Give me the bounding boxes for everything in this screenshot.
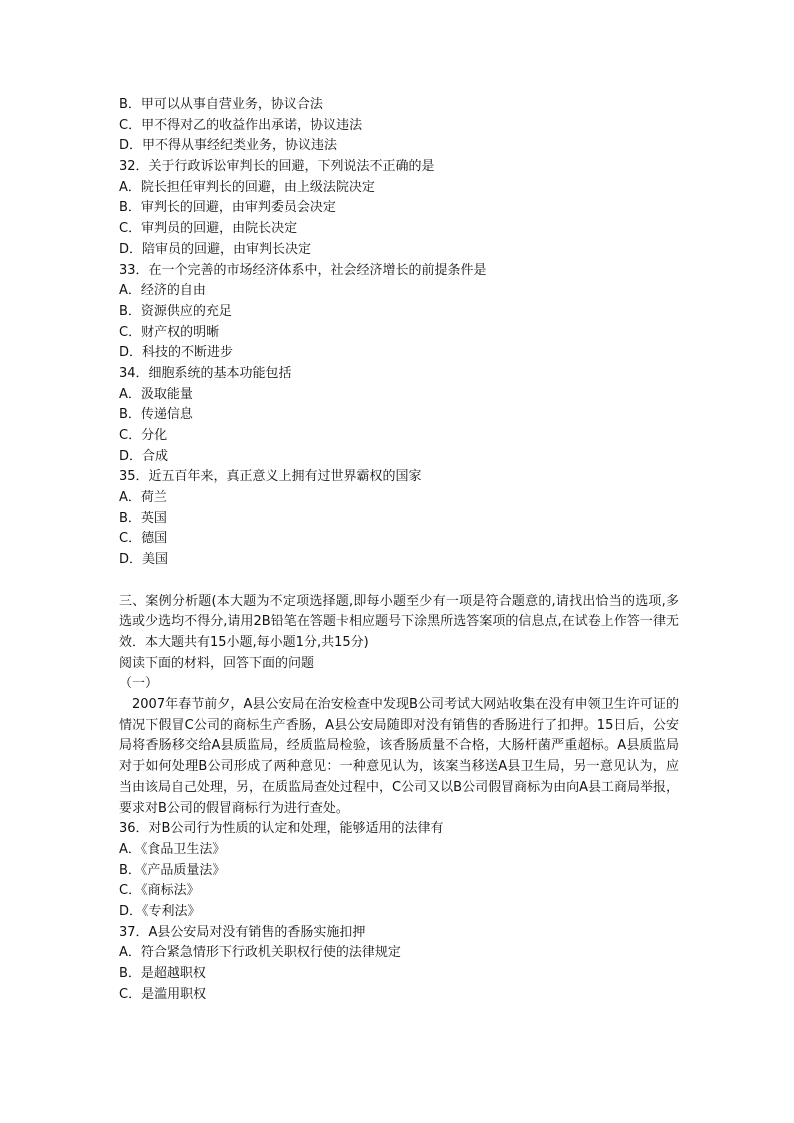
case-passage: 2007年春节前夕，A县公安局在治安检查中发现B公司考试大网站收集在没有申领卫生许可证的情况下假冒C公司的商标生产香肠，A县公安局随即对没有销售的香肠进行了扣押。15日后，公安局将香肠移交给A县质监局，经质监局检验，该香肠质量不合格，大肠杆菌严重超标。A县质监局对于如何处理B公司形成了两种意见：一种意见认为，该案当移送A县卫生局，另一意见认为，应当由该局自己处理，另，在质监局查处过程中，C公司又以B公司假冒商标为由向A县工商局举报，要求对B公司的假冒商标行为进行查处。 — [119, 696, 679, 816]
q34-stem: 34．细胞系统的基本功能包括 — [119, 365, 292, 381]
q37-stem: 37．A县公安局对没有销售的香肠实施扣押 — [119, 924, 366, 940]
q34-option-a: A．汲取能量 — [119, 386, 193, 402]
case-part-label: （一） — [119, 676, 159, 692]
q36-stem: 36．对B公司行为性质的认定和处理，能够适用的法律有 — [119, 821, 444, 837]
q34-option-b: B．传递信息 — [119, 407, 193, 423]
q32-option-d: D．陪审员的回避，由审判长决定 — [119, 241, 312, 257]
q33-option-b: B．资源供应的充足 — [119, 303, 232, 319]
q35-option-a: A．荷兰 — [119, 490, 167, 506]
q37-option-c: C．是滥用职权 — [119, 986, 207, 1002]
q32-option-a: A．院长担任审判长的回避，由上级法院决定 — [119, 179, 375, 195]
spacer — [119, 571, 679, 592]
q35-stem: 35．近五百年来，真正意义上拥有过世界霸权的国家 — [119, 469, 422, 485]
q34-option-c: C．分化 — [119, 428, 168, 443]
q35-option-c: C．德国 — [119, 531, 168, 547]
q36-option-a: A．《食品卫生法》 — [119, 841, 226, 857]
q33-option-d: D．科技的不断进步 — [119, 345, 234, 361]
q37-option-a: A．符合紧急情形下行政机关职权行使的法律规定 — [119, 945, 401, 961]
q35-option-b: B．英国 — [119, 510, 167, 526]
q32-option-c: C．审判员的回避，由院长决定 — [119, 221, 298, 237]
reading-instruction: 阅读下面的材料，回答下面的问题 — [119, 655, 315, 671]
q31-option-d: D．甲不得从事经纪类业务，协议违法 — [119, 138, 338, 154]
q31-option-b: B．甲可以从事自营业务，协议合法 — [119, 97, 323, 112]
q32-option-b: B．审判长的回避，由审判委员会决定 — [119, 200, 336, 216]
q34-option-d: D．合成 — [119, 448, 169, 464]
document-page — [119, 95, 679, 1005]
q33-option-c: C．财产权的明晰 — [119, 324, 220, 340]
q31-option-c: C．甲不得对乙的收益作出承诺，协议违法 — [119, 117, 363, 133]
q33-stem: 33．在一个完善的市场经济体系中，社会经济增长的前提条件是 — [119, 262, 487, 278]
q33-option-a: A．经济的自由 — [119, 283, 206, 299]
q37-option-b: B．是超越职权 — [119, 966, 206, 982]
q36-option-d: D．《专利法》 — [119, 903, 201, 919]
q36-option-b: B．《产品质量法》 — [119, 862, 226, 878]
section-3-header: 三、案例分析题(本大题为不定项选择题,即每小题至少有一项是符合题意的,请找出恰当的选项,多选或少选均不得分,请用2B铅笔在答题卡相应题号下涂黑所选答案项的信息点,在试卷上作答一律无效．本大题共有15小题,每小题1分,共15分) — [119, 593, 679, 650]
q35-option-d: D．美国 — [119, 552, 169, 568]
q36-option-c: C．《商标法》 — [119, 883, 200, 899]
q32-stem: 32．关于行政诉讼审判长的回避，下列说法不正确的是 — [119, 159, 435, 175]
